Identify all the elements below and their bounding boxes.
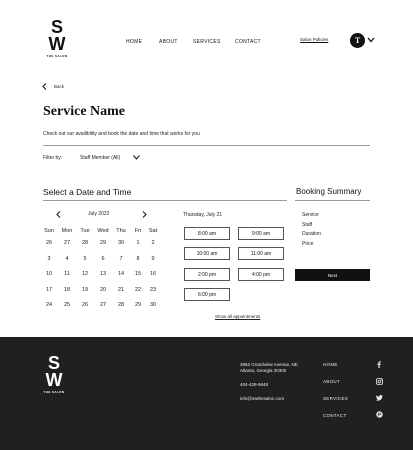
calendar-day[interactable]: 6	[101, 255, 105, 262]
salon-policies-link[interactable]: Salon Policies	[300, 37, 329, 42]
calendar-day[interactable]: 1	[136, 240, 140, 246]
calendar-weekday: Sun	[44, 228, 54, 234]
calendar-day[interactable]: 30	[149, 302, 157, 308]
avatar[interactable]	[350, 33, 365, 48]
nav-contact[interactable]: CONTACT	[235, 39, 261, 45]
selected-day: Thursday, July 21	[183, 212, 223, 218]
calendar-day[interactable]: 28	[81, 240, 89, 246]
calendar-day[interactable]: 21	[117, 286, 125, 293]
chevron-left-icon[interactable]	[56, 211, 61, 218]
summary-duration: Duration	[302, 231, 321, 237]
calendar-day[interactable]: 9	[151, 255, 155, 262]
calendar-day[interactable]: 26	[81, 302, 89, 308]
summary-price: Price	[302, 241, 314, 247]
footer-address-line2: Atlanta, Georgia 30305	[240, 368, 287, 373]
calendar-day[interactable]: 11	[64, 271, 70, 277]
calendar-day[interactable]: 29	[134, 302, 142, 308]
calendar-day[interactable]: 7	[119, 255, 123, 262]
calendar-day[interactable]: 2	[151, 240, 155, 246]
calendar-month: July 2022	[88, 211, 110, 217]
footer-logo-letter-s: S	[47, 353, 60, 373]
chevron-left-icon[interactable]	[42, 83, 47, 90]
nav-home[interactable]: HOME	[126, 39, 143, 45]
nav-services[interactable]: SERVICES	[193, 39, 221, 45]
calendar-day[interactable]: 4	[65, 255, 69, 262]
booking-summary-divider	[295, 200, 370, 201]
calendar-day[interactable]: 15	[134, 271, 142, 277]
calendar-day[interactable]: 24	[45, 302, 53, 308]
time-slot-button[interactable]: 10:00 am	[184, 247, 230, 260]
pinterest-icon[interactable]	[376, 411, 383, 418]
footer-logo-subtitle: THE SALON	[43, 390, 65, 394]
calendar-weekday: Sat	[148, 228, 158, 234]
filter-dropdown-value[interactable]: Staff Member (All)	[80, 155, 121, 161]
footer-phone[interactable]: 404-428-6848	[240, 382, 269, 387]
calendar-weekday: Mon	[61, 228, 73, 234]
divider	[43, 145, 370, 146]
logo-subtitle: THE SALON	[46, 54, 68, 58]
next-button[interactable]	[295, 269, 370, 281]
intro-text: Check out our availibility and book the date and time that works for you	[43, 131, 200, 137]
chevron-down-icon[interactable]	[367, 37, 375, 43]
time-slot-button[interactable]: 6:00 pm	[184, 288, 230, 301]
booking-summary-title: Booking Summary	[296, 187, 362, 196]
footer-nav-services[interactable]: SERVICES	[323, 396, 349, 401]
nav-about[interactable]: ABOUT	[159, 39, 178, 45]
footer-logo[interactable]	[44, 355, 66, 394]
back-link[interactable]: Back	[54, 84, 65, 89]
avatar-initial: T	[354, 36, 361, 45]
calendar-day[interactable]: 28	[117, 302, 125, 308]
calendar-day[interactable]: 22	[134, 286, 142, 293]
logo[interactable]	[47, 19, 69, 58]
chevron-right-icon[interactable]	[142, 211, 147, 218]
calendar-day[interactable]: 20	[99, 286, 107, 293]
footer-address-line1: 3962 Grandview Avenue, NE	[240, 362, 298, 367]
calendar-day[interactable]: 30	[117, 240, 125, 246]
logo-letter-w: W	[48, 34, 66, 54]
footer-logo-letter-w: W	[45, 370, 63, 390]
time-slot-button[interactable]: 9:00 am	[238, 227, 284, 240]
section-date-divider	[43, 200, 287, 201]
filter-label: Filter by:	[43, 155, 63, 161]
calendar-day[interactable]: 5	[83, 255, 87, 262]
summary-staff: Staff	[302, 222, 313, 228]
logo-letter-s: S	[50, 17, 63, 37]
calendar-day[interactable]: 18	[63, 286, 71, 293]
calendar-day[interactable]: 25	[63, 302, 71, 308]
next-button-label: Next	[327, 272, 338, 278]
calendar-day[interactable]: 19	[81, 286, 89, 293]
twitter-icon[interactable]	[376, 395, 383, 401]
calendar-day[interactable]: 12	[81, 271, 89, 277]
instagram-icon[interactable]	[376, 378, 383, 385]
calendar-day[interactable]: 13	[99, 271, 107, 277]
footer-nav-contact[interactable]: CONTACT	[323, 413, 347, 418]
facebook-icon[interactable]	[376, 361, 382, 368]
time-slot-button[interactable]: 2:00 pm	[184, 268, 230, 281]
footer-nav-about[interactable]: ABOUT	[323, 379, 341, 384]
footer-email[interactable]: info@swthesalon.com	[240, 396, 285, 401]
summary-service: Service	[302, 212, 319, 218]
calendar-day[interactable]: 27	[63, 240, 71, 246]
section-date-title: Select a Date and Time	[43, 187, 132, 197]
calendar-day[interactable]: 16	[149, 271, 157, 277]
calendar-day[interactable]: 8	[136, 255, 140, 262]
calendar-day[interactable]: 10	[45, 271, 53, 277]
show-all-appointments-link[interactable]: Show all appointments	[215, 314, 261, 319]
chevron-down-icon[interactable]	[133, 155, 140, 160]
calendar-day[interactable]: 3	[47, 255, 51, 262]
calendar-weekday: Tue	[80, 228, 90, 234]
calendar-day[interactable]: 26	[45, 240, 53, 246]
calendar-day[interactable]: 23	[149, 286, 157, 293]
page-title: Service Name	[43, 104, 126, 119]
calendar-day[interactable]: 29	[99, 240, 107, 246]
time-slot-button[interactable]: 11:00 am	[238, 247, 284, 260]
calendar-day[interactable]: 14	[117, 271, 125, 277]
time-slot-button[interactable]: 4:00 pm	[238, 268, 284, 281]
calendar-weekday: Wed	[97, 228, 109, 234]
calendar-day[interactable]: 27	[99, 302, 107, 308]
calendar-weekday: Thu	[116, 228, 126, 234]
time-slot-button[interactable]: 8:00 am	[184, 227, 230, 240]
footer-nav-home[interactable]: HOME	[323, 362, 338, 367]
calendar-day[interactable]: 17	[45, 286, 53, 293]
calendar-weekday: Fri	[134, 228, 142, 234]
